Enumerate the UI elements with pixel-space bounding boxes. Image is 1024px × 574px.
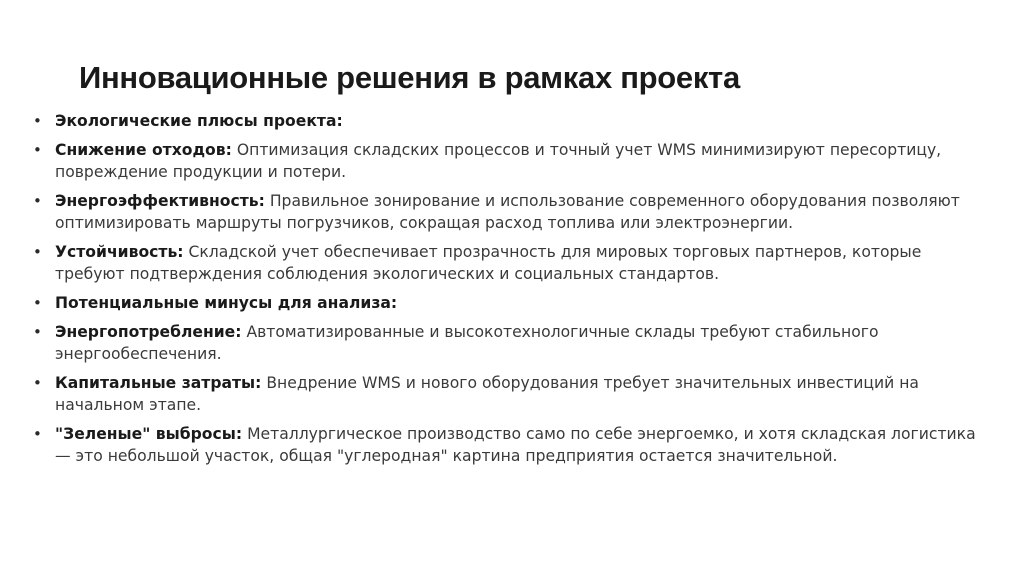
bullet-dot-icon: • <box>33 294 42 312</box>
bullet-term: "Зеленые" выбросы: <box>55 425 243 443</box>
bullet-dot-icon: • <box>33 243 42 261</box>
bullet-dot-icon: • <box>33 192 42 210</box>
bullet-item-capital-costs <box>33 372 993 416</box>
bullet-item-green-emissions <box>33 423 993 467</box>
bullet-dot-icon: • <box>33 425 42 443</box>
bullet-text: Складской учет обеспечивает прозрачность для мировых торговых партнеров, которые требуют подтверждения соблюдения экологических и социальных стандартов. <box>55 243 922 283</box>
bullet-dot-icon: • <box>33 141 42 159</box>
bullet-dot-icon: • <box>33 374 42 392</box>
bullet-term: Устойчивость: <box>55 243 184 261</box>
bullet-term: Энергопотребление: <box>55 323 242 341</box>
bullet-text: Правильное зонирование и использование современного оборудования позволяют оптимизировать маршруты погрузчиков, сокращая расход топлива или электроэнергии. <box>55 192 960 232</box>
bullet-text: Автоматизированные и высокотехнологичные склады требуют стабильного энергообеспечения. <box>55 323 879 363</box>
bullet-text: Металлургическое производство само по себе энергоемко, и хотя складская логистика — это небольшой участок, общая "углеродная" картина предприятия остается значительной. <box>55 425 976 465</box>
bullet-item-energy-efficiency <box>33 190 993 234</box>
bullet-item-waste-reduction <box>33 139 993 183</box>
bullet-text: Внедрение WMS и нового оборудования требует значительных инвестиций на начальном этапе. <box>55 374 919 414</box>
bullet-item-eco-pluses <box>33 110 993 132</box>
bullet-term: Капитальные затраты: <box>55 374 262 392</box>
bullet-item-energy-consumption <box>33 321 993 365</box>
bullet-text: Оптимизация складских процессов и точный учет WMS минимизируют пересортицу, повреждение продукции и потери. <box>55 141 942 181</box>
bullet-term: Энергоэффективность: <box>55 192 265 210</box>
bullet-list <box>33 110 993 474</box>
bullet-dot-icon: • <box>33 323 42 341</box>
bullet-term: Потенциальные минусы для анализа: <box>55 294 398 312</box>
bullet-item-potential-minuses <box>33 292 993 314</box>
bullet-dot-icon: • <box>33 112 42 130</box>
bullet-term: Экологические плюсы проекта: <box>55 112 343 130</box>
bullet-item-sustainability <box>33 241 993 285</box>
bullet-term: Снижение отходов: <box>55 141 232 159</box>
slide-title: Инновационные решения в рамках проекта <box>79 60 740 95</box>
